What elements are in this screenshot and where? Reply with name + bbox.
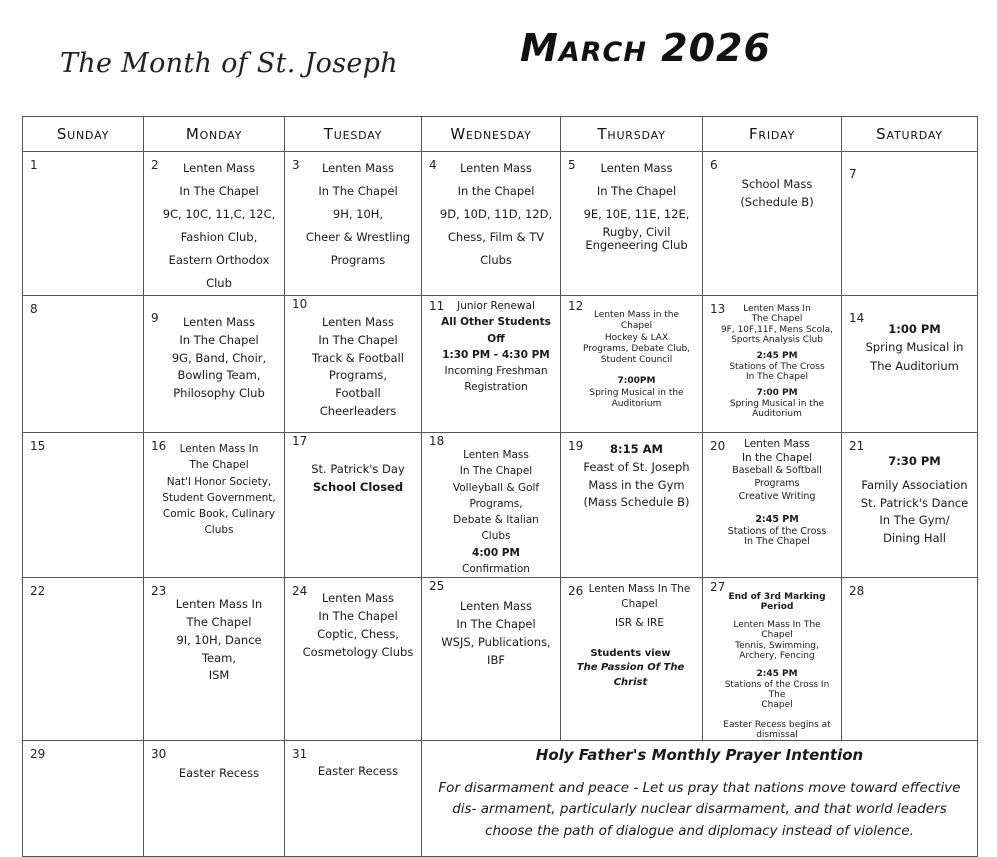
event-line: Fashion Club,	[180, 230, 258, 244]
day-cell	[422, 433, 561, 578]
event-line: Sports Analysis Club	[731, 335, 823, 346]
day-cell	[285, 578, 422, 741]
calendar-title: March 2026	[520, 26, 771, 70]
prayer-intention-panel	[422, 741, 978, 857]
event-line: Lenten Mass	[744, 438, 810, 450]
event-line: In The Chapel	[596, 184, 677, 198]
event-line: Track & Football	[312, 350, 404, 365]
day-number: 28	[849, 584, 865, 599]
event-line: 7:00PM	[617, 376, 656, 387]
day-cell	[561, 578, 703, 741]
event-line: Off	[487, 332, 505, 345]
day-cell	[842, 578, 978, 741]
event-line: Football Cheerleaders	[319, 386, 397, 419]
day-number: 7	[849, 167, 857, 181]
event-line: Chapel	[761, 700, 793, 711]
day-number: 11	[429, 299, 445, 313]
event-line: 9I, 10H, Dance Team,	[176, 632, 262, 665]
event-line: Stations of the Cross	[727, 525, 827, 537]
day-cell	[285, 296, 422, 433]
weekday-header: Friday	[703, 117, 842, 152]
week-row	[23, 296, 978, 433]
event-line: Programs,	[328, 368, 388, 383]
event-line: 2:45 PM	[756, 351, 798, 362]
day-cell	[561, 296, 703, 433]
event-line: 4:00 PM	[472, 546, 520, 559]
event-line: 2:45 PM	[756, 669, 798, 680]
day-number: 22	[30, 584, 46, 599]
event-line: Spring Musical in	[865, 340, 964, 355]
weekday-header: Thursday	[561, 117, 703, 152]
day-number: 9	[151, 311, 159, 325]
day-cell	[23, 433, 144, 578]
prayer-text: For disarmament and peace - Let us pray that nations move toward effective dis- armament, particularly nuclear disarmament, and that world leaders choose the path of dialogue and diplomacy instead of violence.	[438, 779, 961, 839]
event-line: Cheer & Wrestling	[305, 230, 411, 244]
day-number: 19	[568, 439, 584, 453]
event-line: 9H, 10H,	[332, 207, 384, 221]
event-line: 1:30 PM - 4:30 PM	[442, 348, 550, 361]
event-line: Lenten Mass In	[179, 443, 259, 455]
event-line: Volleyball & Golf Programs,	[452, 481, 540, 510]
weekday-header: Monday	[144, 117, 285, 152]
day-cell	[144, 152, 285, 296]
event-line: Auditorium	[752, 409, 802, 420]
event-line: Spring Musical in the	[729, 398, 825, 409]
event-line: 2:45 PM	[755, 513, 799, 525]
calendar-subtitle: The Month of St. Joseph	[60, 48, 398, 79]
event-line: Lenten Mass	[600, 161, 673, 175]
prayer-title: Holy Father's Monthly Prayer Intention	[535, 746, 864, 765]
weekday-header-row	[23, 117, 978, 152]
event-line: Hockey & LAX	[604, 332, 669, 343]
day-cell	[144, 296, 285, 433]
event-line: Chess, Film & TV	[447, 230, 545, 244]
day-number: 16	[151, 439, 167, 453]
event-line: In The Chapel	[318, 332, 398, 347]
event-line: End of 3rd Marking Period	[728, 592, 826, 613]
event-line: 9D, 10D, 11D, 12D,	[439, 207, 553, 221]
day-cell	[285, 433, 422, 578]
event-line: In The Gym/	[879, 513, 950, 528]
event-line: Feast of St. Joseph	[583, 459, 690, 474]
event-line: Bowling Team,	[177, 368, 261, 383]
event-line: Junior Renewal	[457, 300, 535, 312]
day-cell	[422, 152, 561, 296]
event-line: Lenten Mass	[182, 315, 256, 329]
event-line: The Chapel	[751, 314, 803, 325]
event-line: In The Chapel	[745, 372, 809, 383]
day-cell	[144, 578, 285, 741]
day-cell	[561, 152, 703, 296]
day-number: 8	[30, 302, 38, 316]
event-line: Registration	[464, 381, 528, 394]
week-row	[23, 741, 978, 857]
event-line: School Closed	[312, 479, 404, 494]
event-line: Dining Hall	[883, 531, 946, 546]
day-number: 1	[30, 158, 38, 172]
day-number: 18	[429, 434, 445, 448]
event-line: Chapel	[621, 598, 658, 611]
event-line: Rugby, Civil Engeneering Club	[585, 225, 688, 252]
day-number: 6	[710, 158, 718, 172]
event-line: 9E, 10E, 11E, 12E,	[583, 207, 690, 221]
event-line: Debate & Italian Clubs	[453, 514, 539, 543]
day-cell	[561, 433, 703, 578]
day-number: 2	[151, 158, 159, 172]
event-line: Student Government,	[162, 491, 276, 504]
event-line: In the Chapel	[741, 452, 813, 465]
day-number: 3	[292, 158, 300, 172]
day-number: 4	[429, 158, 437, 172]
day-cell	[144, 433, 285, 578]
day-number: 31	[292, 747, 308, 762]
event-line: IBF	[487, 652, 505, 667]
day-cell	[285, 152, 422, 296]
event-line: Archery, Fencing	[739, 650, 815, 661]
event-line: WSJS, Publications,	[441, 634, 551, 649]
day-number: 27	[710, 580, 726, 595]
calendar-grid	[22, 116, 978, 857]
event-line: Nat'l Honor Society,	[166, 475, 272, 488]
day-cell	[703, 433, 842, 578]
event-line: The Chapel	[189, 459, 249, 472]
day-number: 30	[151, 747, 167, 762]
event-line: Coptic, Chess,	[317, 626, 399, 641]
weekday-header: Wednesday	[422, 117, 561, 152]
day-cell	[422, 578, 561, 741]
event-line: Clubs	[480, 253, 512, 267]
event-line: In The Chapel	[318, 608, 398, 623]
day-number: 14	[849, 311, 865, 325]
day-number: 21	[849, 439, 865, 453]
event-line: 9G, Band, Choir,	[171, 350, 267, 365]
event-line: Lenten Mass	[182, 161, 256, 175]
event-line: School Mass	[741, 177, 813, 191]
event-line: In The Chapel	[744, 536, 810, 548]
event-line: In The Chapel	[179, 332, 259, 347]
event-line: Programs, Debate Club,	[582, 343, 691, 354]
event-line: Cosmetology Clubs	[302, 644, 414, 659]
day-cell	[23, 578, 144, 741]
event-line: Baseball & Softball Programs	[732, 465, 822, 490]
event-line: All Other Students	[441, 316, 551, 329]
event-line: 7:00 PM	[756, 388, 798, 399]
event-line: Mass in the Gym	[588, 477, 685, 492]
event-line: The Auditorium	[870, 358, 959, 373]
day-cell	[842, 152, 978, 296]
event-line: Lenten Mass In The	[588, 583, 691, 596]
day-number: 25	[429, 579, 445, 594]
event-line: Lenten Mass	[321, 161, 395, 175]
event-line: Lenten Mass In	[175, 597, 263, 612]
day-cell	[422, 296, 561, 433]
day-number: 26	[568, 584, 584, 599]
event-line: 8:15 AM	[610, 442, 663, 456]
event-line: The Passion Of The Christ	[576, 662, 685, 688]
day-number: 23	[151, 584, 167, 599]
event-line: Easter Recess begins at	[723, 719, 831, 730]
event-line: St. Patrick's Day	[311, 462, 405, 476]
day-number: 29	[30, 747, 46, 762]
event-line: Stations of The Cross	[729, 361, 825, 372]
event-line: Stations of the Cross In The	[724, 679, 830, 700]
day-cell	[703, 578, 842, 741]
day-cell	[285, 741, 422, 857]
event-line: Lenten Mass In	[743, 304, 811, 314]
day-cell	[23, 296, 144, 433]
day-cell	[842, 433, 978, 578]
weekday-header: Saturday	[842, 117, 978, 152]
event-line: In The Chapel	[456, 616, 536, 631]
event-line: Philosophy Club	[173, 386, 265, 401]
event-line: Student Council	[600, 355, 673, 365]
event-line: Lenten Mass	[459, 161, 533, 175]
event-line: Tennis, Swimming,	[735, 640, 819, 651]
event-line: Lenten Mass	[459, 599, 533, 614]
event-line: Lenten Mass	[321, 591, 395, 606]
event-line: Clubs	[204, 524, 234, 537]
event-line: St. Patrick's Dance	[860, 495, 969, 510]
event-line: 7:30 PM	[888, 454, 941, 468]
event-line: (Schedule B)	[740, 194, 814, 209]
event-line: 9F, 10F,11F, Mens Scola,	[720, 324, 834, 335]
day-number: 20	[710, 439, 726, 453]
event-line: Lenten Mass In The Chapel	[733, 619, 821, 641]
event-line: Creative Writing	[738, 490, 816, 502]
day-number: 12	[568, 299, 584, 313]
event-line: ISR & IRE	[615, 616, 664, 629]
week-row	[23, 152, 978, 296]
day-cell	[703, 296, 842, 433]
event-line: Confirmation	[462, 562, 530, 575]
day-cell	[144, 741, 285, 857]
day-number: 17	[292, 434, 308, 448]
event-line: In The Chapel	[459, 465, 533, 478]
event-line: Programs	[330, 253, 386, 267]
event-line: In the Chapel	[457, 184, 535, 198]
event-line: The Chapel	[186, 614, 252, 629]
weekday-header: Sunday	[23, 117, 144, 152]
event-line: 1:00 PM	[888, 322, 941, 336]
event-line: Students view	[590, 647, 671, 659]
weekday-header: Tuesday	[285, 117, 422, 152]
event-line: Spring Musical in the	[589, 387, 684, 398]
day-cell	[23, 152, 144, 296]
event-line: Lenten Mass	[463, 449, 529, 461]
event-line: Easter Recess	[317, 764, 399, 779]
day-cell	[703, 152, 842, 296]
day-number: 13	[710, 302, 726, 316]
event-line: ISM	[208, 668, 230, 683]
day-number: 24	[292, 584, 308, 599]
event-line: 9C, 10C, 11,C, 12C,	[162, 207, 276, 221]
event-line: Eastern Orthodox Club	[168, 253, 270, 290]
event-line: dismissal	[756, 729, 798, 740]
week-row	[23, 578, 978, 741]
week-row	[23, 433, 978, 578]
event-line: Lenten Mass in the Chapel	[593, 310, 680, 332]
event-line: Comic Book, Culinary	[162, 508, 276, 521]
event-line: Incoming Freshman	[444, 365, 548, 378]
event-line: Easter Recess	[178, 766, 260, 781]
day-number: 5	[568, 158, 576, 172]
event-line: In The Chapel	[179, 184, 259, 198]
day-number: 15	[30, 439, 46, 453]
day-number: 10	[292, 297, 308, 311]
day-cell	[23, 741, 144, 857]
event-line: (Mass Schedule B)	[583, 495, 690, 510]
event-line: Family Association	[861, 477, 968, 492]
day-cell	[842, 296, 978, 433]
event-line: Auditorium	[611, 398, 662, 409]
event-line: In The Chapel	[318, 184, 398, 198]
event-line: Lenten Mass	[321, 315, 395, 329]
